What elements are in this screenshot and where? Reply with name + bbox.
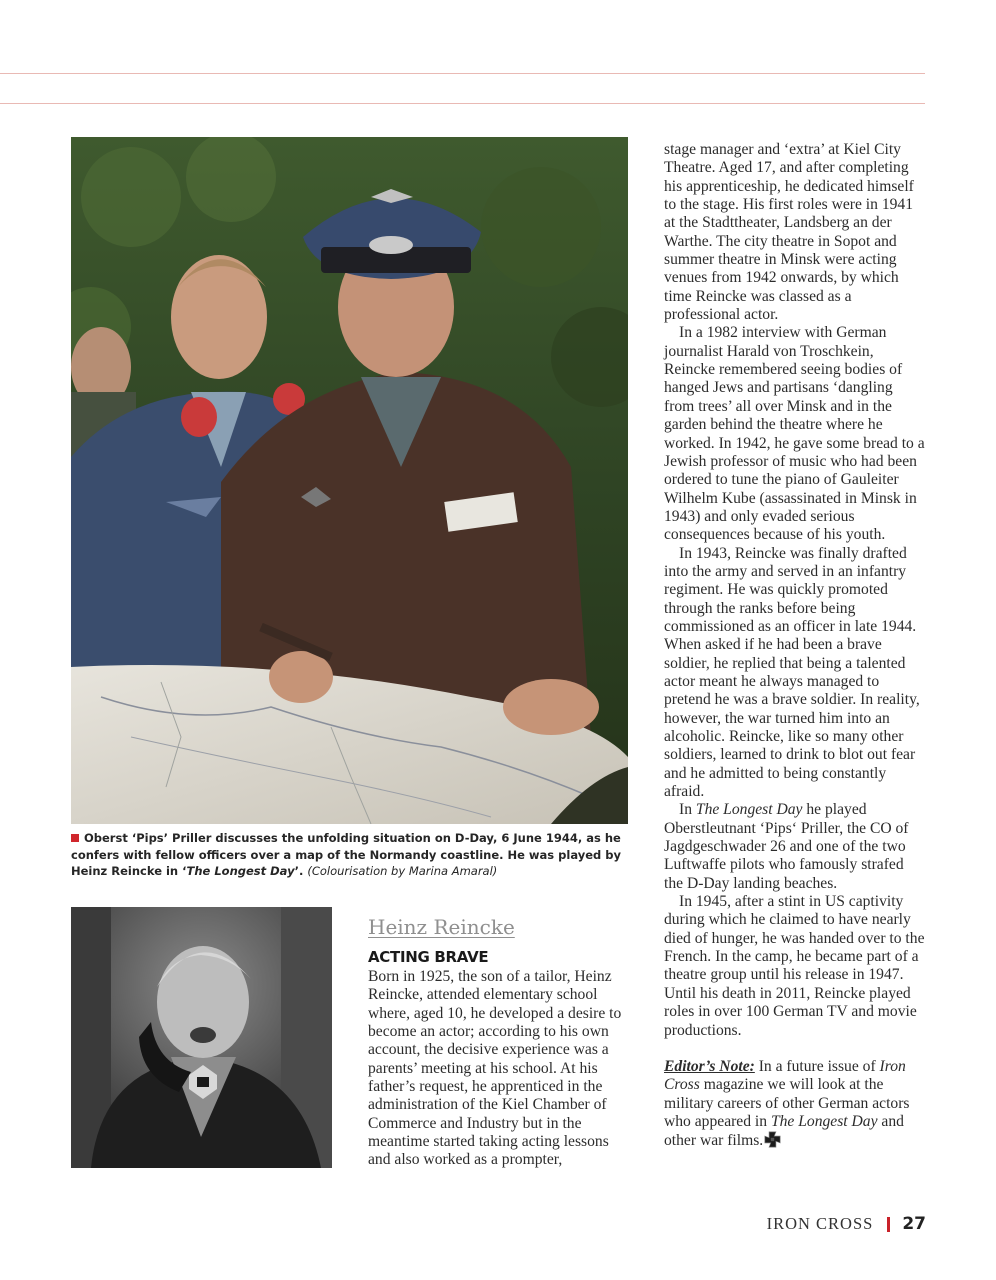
- editors-note-film: The Longest Day: [770, 1112, 878, 1130]
- p4-pre: In: [679, 801, 696, 819]
- section-subtitle: ACTING BRAVE: [368, 948, 489, 966]
- caption-credit: (Colourisation by Marina Amaral): [307, 864, 498, 878]
- editors-note-post: and other war films.: [664, 1112, 904, 1150]
- top-rule-1: [0, 73, 925, 74]
- editors-note-magazine: Iron Cross: [664, 1057, 906, 1094]
- page-number: 27: [902, 1214, 926, 1234]
- article-column-3: [664, 141, 926, 1151]
- editors-note-mid: magazine we will look at the military careers of other German actors who appeared in: [664, 1076, 910, 1130]
- caption-film-title: The Longest Day: [186, 864, 295, 878]
- photo-caption: [71, 830, 626, 880]
- p4-film-title: The Longest Day: [695, 801, 803, 819]
- article-paragraph-1a: Born in 1925, the son of a tailor, Heinz Reincke, attended elementary school where, aged 10, he developed a desire to become an actor; according to his own account, the decisive experience was a parents’ meeting at his school. At his father’s request, he apprenticed in the administration of the Kiel Chamber of Commerce and Industry but in the meantime started taking acting lessons and also worked as a prompter,: [368, 968, 622, 1169]
- top-rule-2: [0, 103, 925, 104]
- editors-note-pre: In a future issue of: [754, 1057, 880, 1075]
- iron-cross-icon: [764, 1131, 781, 1148]
- page-footer: [767, 1214, 926, 1234]
- section-title: Heinz Reincke: [368, 915, 515, 939]
- editors-note-label: Editor’s Note:: [664, 1057, 755, 1075]
- article-paragraph-2: In a 1982 interview with German journalist Harald von Troschkein, Reincke remembered seeing bodies of hanged Jews and partisans ‘dangling from trees’ all over Minsk and in the garden behind the theatre where he worked. In 1942, he gave some bread to a Jewish professor of music who had been ordered to tune the piano of Gauleiter Wilhelm Kube (assassinated in Minsk in 1943) and only evaded serious consequences because of his youth.: [664, 324, 925, 544]
- reincke-photo: [71, 907, 332, 1168]
- footer-magazine: IRON CROSS: [766, 1214, 874, 1233]
- p4-post: he played Oberstleutnant ‘Pips‘ Priller, the CO of Jagdgeschwader 26 and one of the two Luftwaffe pilots who famously strafed the D-Day landing beaches.: [664, 801, 909, 892]
- editors-note: [664, 1058, 926, 1151]
- article-paragraph-1b: stage manager and ‘extra’ at Kiel City Theatre. Aged 17, and after completing his apprenticeship, he dedicated himself to the stage. His first roles were in 1941 at the Stadttheater, Landsberg an der Warthe. The city theatre in Sopot and summer theatre in Minsk were acting venues from 1942 onwards, by which time Reincke was classed as a professional actor.: [664, 141, 914, 324]
- caption-marker: [71, 834, 79, 842]
- article-paragraph-3: In 1943, Reincke was finally drafted into the army and served in an infantry regiment. He was quickly promoted through the ranks before being commissioned as an officer in late 1944. When asked if he had been a brave soldier, he replied that being a talented actor meant he always managed to pretend he was a brave soldier. In reality, however, the war turned him into an alcoholic. Reincke, like so many other soldiers, learned to drink to blot out fear and he admitted to being constantly afraid.: [664, 544, 920, 801]
- article-column-2: [368, 968, 630, 1170]
- caption-text: Oberst ‘Pips’ Priller discusses the unfolding situation on D-Day, 6 June 1944, as he confers with fellow officers over a map of the Normandy coastline. He was played by Heinz Reincke in ‘: [71, 831, 621, 878]
- article-paragraph-4: [664, 801, 926, 893]
- caption-after-title: ’.: [294, 864, 304, 878]
- footer-separator: [887, 1217, 890, 1232]
- article-paragraph-5: In 1945, after a stint in US captivity during which he claimed to have nearly died of hunger, he was handed over to the French. In the camp, he became part of a theatre group until his release in 1947. Until his death in 2011, Reincke played roles in over 100 German TV and movie productions.: [664, 893, 925, 1039]
- main-photo: [71, 137, 628, 824]
